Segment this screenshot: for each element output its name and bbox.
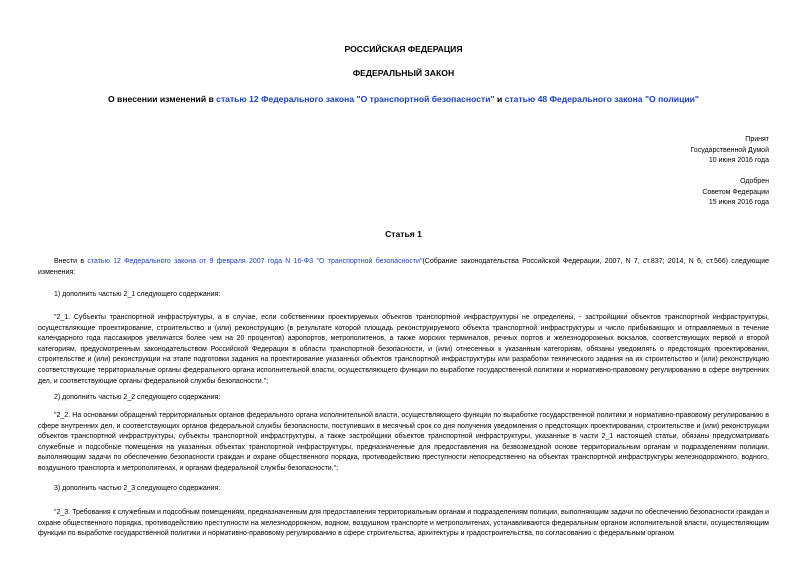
law-title	[38, 94, 769, 104]
document-type-heading: ФЕДЕРАЛЬНЫЙ ЗАКОН	[352, 68, 455, 78]
article-title: Статья 1	[385, 229, 422, 239]
adoption-duma	[690, 135, 769, 167]
intro-law-link[interactable]: статью 12 Федерального закона от 9 февраля 2007 года N 16-ФЗ "О транспортной безопасности"	[87, 258, 423, 265]
adoption-council-line: Одобрен	[740, 178, 769, 185]
list-item-2: 2) дополнить частью 2_2 следующего содержания:	[54, 394, 221, 401]
adoption-duma-line: 10 июня 2016 года	[708, 157, 769, 164]
quote-2-2: "2_2. На основании обращений территориальных органов федерального органа исполнительной власти, осуществляющего функции по выработке государственной политики и нормативно-правовому регулированию в сфере внутренних дел, и соответствующих органов федеральной службы безопасности, поступивших в месячный срок со дня получения уведомления о предстоящих проектировании, строительстве и (или) реконструкции объектов транспортной инфраструктуры, субъекты транспортной инфраструктуры, а также застройщики объектов транспортной инфраструктуры, указанные в части 2_1 настоящей статьи, обязаны предусматривать служебные и подсобные помещения на указанных объектах транспортной инфраструктуры, предназначенные для предоставления на безвозмездной основе территориальным органам и подразделениям полиции, выполняющим задачи по обеспечению безопасности граждан и охране общественного порядка, противодействию преступности непосредственно на объектах транспортной инфраструктуры железнодорожного, водного, воздушного транспорта и метрополитенах, и органам федеральной службы безопасности.";	[38, 412, 769, 472]
adoption-duma-line: Государственной Думой	[690, 146, 769, 154]
quote-2-1: "2_1. Субъекты транспортной инфраструктуры, а в случае, если собственники проектируемых объектов транспортной инфраструктуры не определены, - застройщики объектов транспортной инфраструктуры, осуществляющие проектирование, строительство и (или) реконструкцию (в результате которой площадь реконструируемого объекта транспортной инфраструктуры и число прибывающих и отправляемых в течение календарного года пассажиров увеличатся более чем на 20 процентов) аэропортов, метрополитенов, а также морских терминалов, речных портов и железнодорожных вокзалов, соответствующих первой и второй категориям, предусмотренным законодательством Российской Федерации в области транспортной безопасности, и (или) отнесенных к указанным категориям, обязаны уведомлять о предстоящих проектировании, строительстве и (или) реконструкции на этапе подготовки задания на проектирование указанных объектов транспортной инфраструктуры или разработки технического задания на их строительство и (или) реконструкцию соответствующие территориальные органы федерального органа исполнительной власти, осуществляющего функции по выработке государственной политики и нормативно-правовому регулированию в сфере внутренних дел, и соответствующие органы федеральной службы безопасности.";	[38, 314, 769, 385]
intro-paragraph	[38, 257, 769, 278]
law-title-prefix: О внесении изменений в	[107, 94, 217, 104]
list-item-3: 3) дополнить частью 2_3 следующего содержания:	[54, 485, 221, 492]
country-heading: РОССИЙСКАЯ ФЕДЕРАЦИЯ	[344, 44, 463, 54]
adoption-council-line: Советом Федерации	[702, 188, 769, 196]
adoption-council-line: 15 июня 2016 года	[708, 199, 769, 206]
adoption-duma-line: Принят	[745, 136, 769, 143]
intro-prefix: Внести в	[54, 258, 88, 265]
law-title-link-transport-security[interactable]: статью 12 Федерального закона "О транспортной безопасности"	[216, 94, 495, 104]
law-title-link-police[interactable]: статью 48 Федерального закона "О полиции"	[504, 94, 700, 104]
quote-2-3: "2_3. Требования к служебным и подсобным помещениям, предназначенным для предоставления территориальным органам и подразделениям полиции, выполняющим задачи по обеспечению безопасности граждан и охране общественного порядка, противодействию преступности на железнодорожном, водном, воздушном транспорте и метрополитенах, устанавливаются федеральным органом исполнительной власти, осуществляющим функции по выработке государственной политики и нормативно-правовому регулированию в сфере строительства, архитектуры и градостроительства, по согласованию с федеральным органом	[38, 509, 769, 538]
intro-suffix: (Собрание законодательства Российской Федерации, 2007, N 7, ст.837; 2014, N 6, ст.566) следующие изменения:	[38, 258, 769, 276]
adoption-council	[702, 177, 769, 209]
law-title-middle: и	[494, 94, 505, 104]
list-item-1: 1) дополнить частью 2_1 следующего содержания:	[54, 291, 221, 298]
